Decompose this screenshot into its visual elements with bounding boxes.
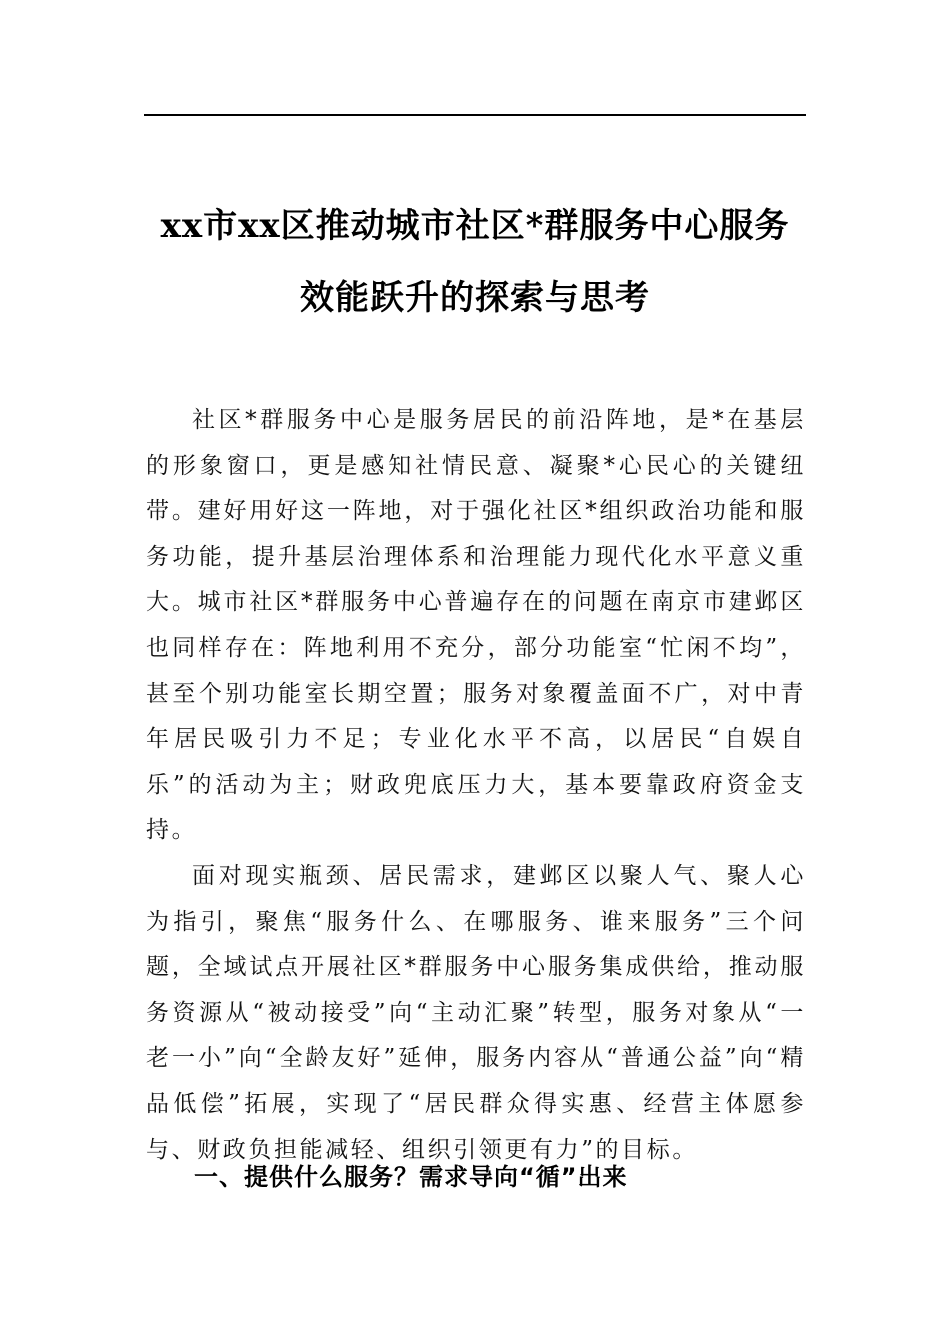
document-body — [146, 398, 806, 1173]
section-heading-1: 一、提供什么服务？需求导向“循”出来 — [194, 1163, 628, 1191]
document-title — [120, 190, 830, 334]
paragraph-1: 社区*群服务中心是服务居民的前沿阵地，是*在基层的形象窗口，更是感知社情民意、凝聚*心民心的关键纽带。建好用好这一阵地，对于强化社区*组织政治功能和服务功能，提升基层治理体系和治理能力现代化水平意义重大。城市社区*群服务中心普遍存在的问题在南京市建邺区也同样存在：阵地利用不充分，部分功能室“忙闲不均”，甚至个别功能室长期空置；服务对象覆盖面不广，对中青年居民吸引力不足；专业化水平不高，以居民“自娱自乐”的活动为主；财政兜底压力大，基本要靠政府资金支持。 — [146, 407, 806, 844]
header-rule — [144, 114, 806, 116]
paragraph-2: 面对现实瓶颈、居民需求，建邺区以聚人气、聚人心为指引，聚焦“服务什么、在哪服务、谁来服务”三个问题，全域试点开展社区*群服务中心服务集成供给，推动服务资源从“被动接受”向“主动汇聚”转型，服务对象从“一老一小”向“全龄友好”延伸，服务内容从“普通公益”向“精品低偿”拓展，实现了“居民群众得实惠、经营主体愿参与、财政负担能减轻、组织引领更有力”的目标。 — [146, 862, 806, 1163]
title-line-1: xx市xx区推动城市社区*群服务中心服务 — [160, 206, 790, 246]
title-line-2: 效能跃升的探索与思考 — [300, 278, 650, 318]
